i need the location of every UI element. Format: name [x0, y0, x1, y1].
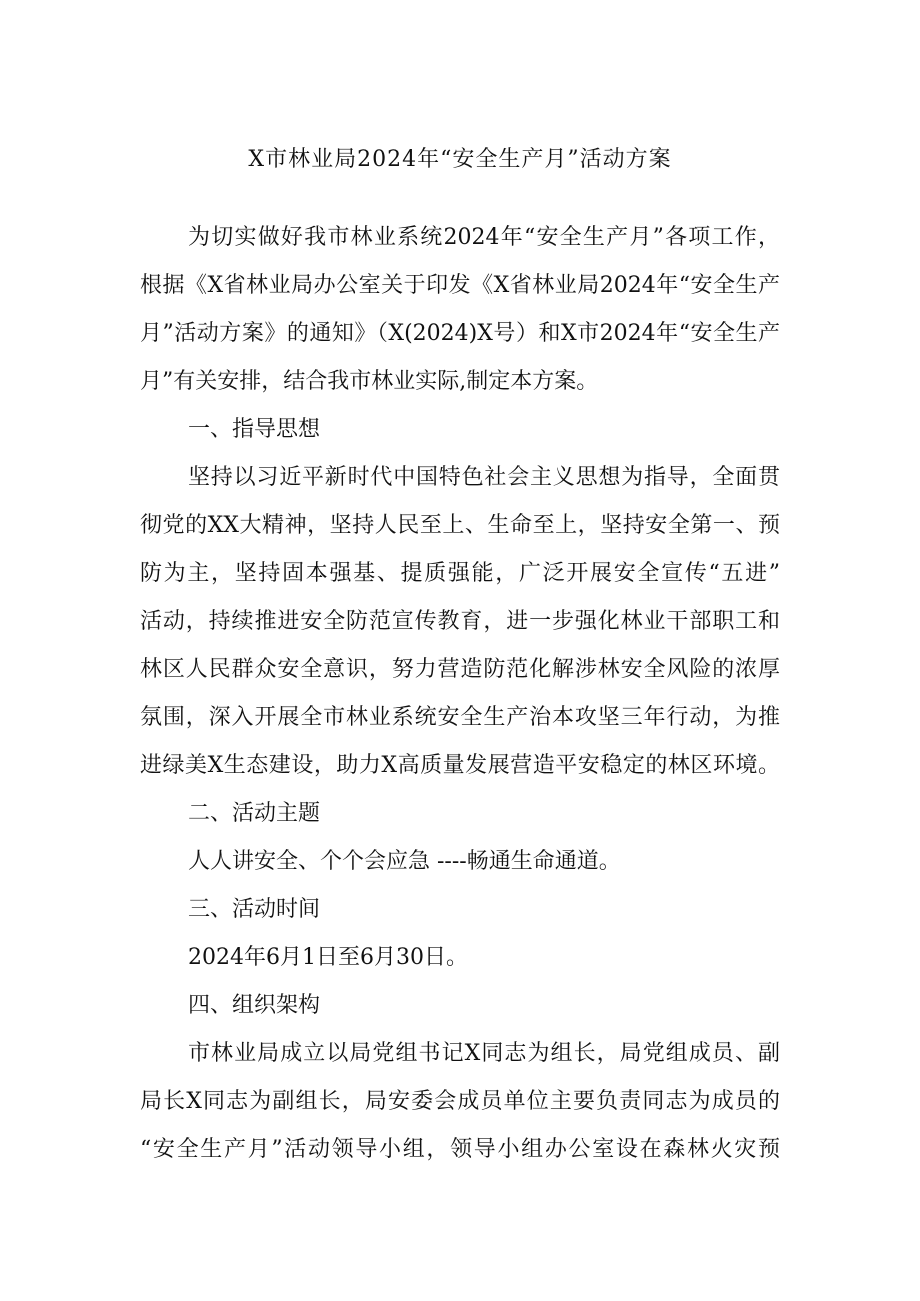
section-1-heading: 一、指导思想 [188, 417, 321, 442]
section-1-line-5: 林区人民群众安全意识，努力营造防范化解涉林安全风险的浓厚 [140, 657, 780, 682]
document-title: X市林业局2024年“安全生产月”活动方案 [248, 147, 672, 172]
section-1-line-6: 氛围，深入开展全市林业系统安全生产治本攻坚三年行动，为推 [140, 705, 780, 730]
section-1-line-3: 防为主，坚持固本强基、提质强能，广泛开展安全宣传“五进” [140, 561, 780, 586]
intro-line-3: 月”活动方案》的通知》（X(2024)X号）和X市2024年“安全生产 [140, 321, 780, 346]
section-4-heading: 四、组织架构 [188, 993, 321, 1018]
section-1-line-1: 坚持以习近平新时代中国特色社会主义思想为指导，全面贯 [188, 465, 780, 490]
section-1-line-4: 活动，持续推进安全防范宣传教育，进一步强化林业干部职工和 [140, 609, 780, 634]
section-4-line-2: 局长X同志为副组长，局安委会成员单位主要负责同志为成员的 [140, 1089, 780, 1114]
section-2-heading: 二、活动主题 [188, 801, 321, 826]
section-4-line-3: “安全生产月”活动领导小组，领导小组办公室设在森林火灾预 [140, 1137, 780, 1162]
intro-line-4: 月”有关安排，结合我市林业实际,制定本方案。 [140, 369, 599, 394]
section-3-text: 2024年6月1日至6月30日。 [188, 945, 468, 970]
section-4-line-1: 市林业局成立以局党组书记X同志为组长，局党组成员、副 [188, 1041, 780, 1066]
section-1-line-2: 彻党的XX大精神，坚持人民至上、生命至上，坚持安全第一、预 [140, 513, 780, 538]
section-1-line-7: 进绿美X生态建设，助力X高质量发展营造平安稳定的林区环境。 [140, 753, 780, 778]
section-3-heading: 三、活动时间 [188, 897, 321, 922]
intro-line-1: 为切实做好我市林业系统2024年“安全生产月”各项工作， [188, 225, 780, 250]
intro-line-2: 根据《X省林业局办公室关于印发《X省林业局2024年“安全生产 [140, 273, 780, 298]
section-2-text: 人人讲安全、个个会应急 ----畅通生命通道。 [188, 849, 621, 874]
